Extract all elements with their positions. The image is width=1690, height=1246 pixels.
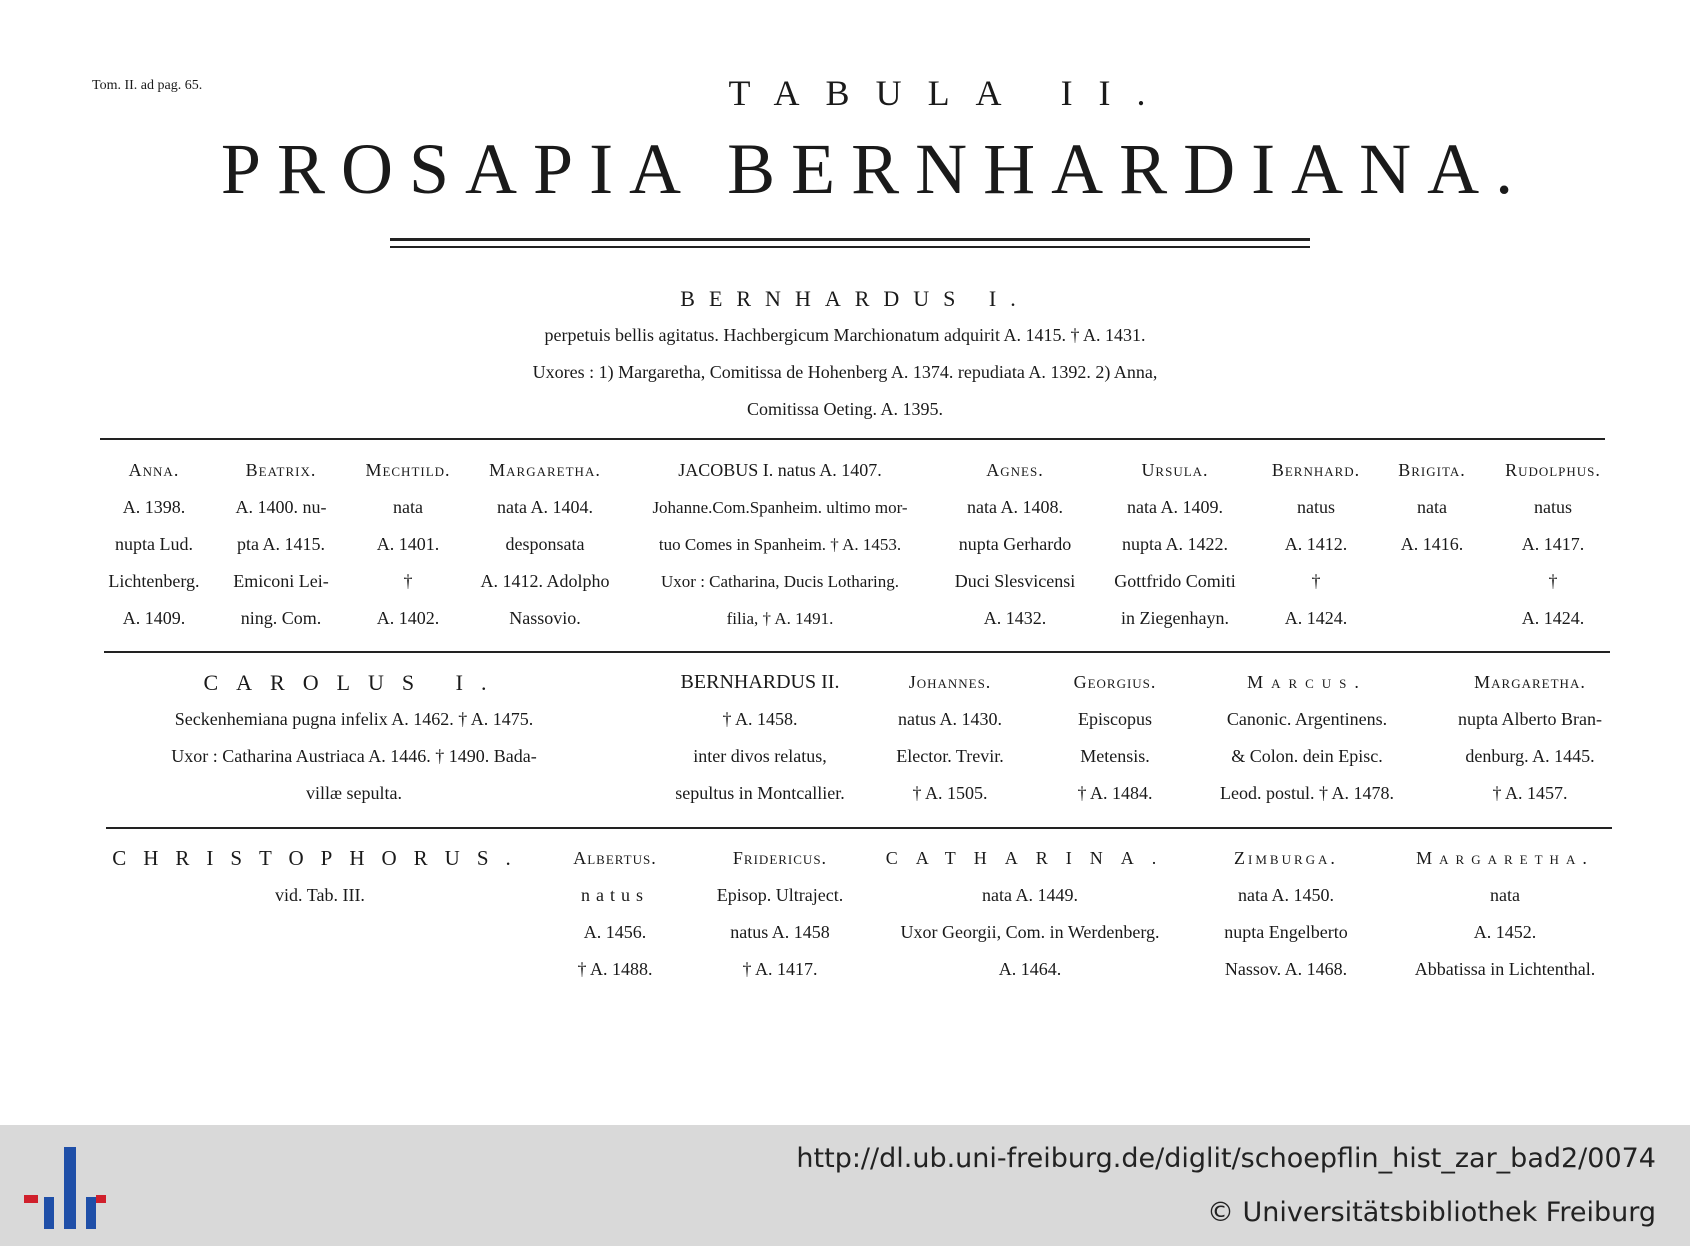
library-logo-icon — [22, 1145, 106, 1233]
person-line: tuo Comes in Spanheim. † A. 1453. — [658, 535, 902, 554]
person-name: Agnes. — [986, 460, 1044, 480]
person-line: A. 1432. — [983, 608, 1047, 628]
person-name: Margaretha. — [489, 460, 601, 480]
person-line: natus — [1534, 497, 1572, 517]
volume-reference: Tom. II. ad pag. 65. — [92, 78, 203, 93]
person-line: A. 1400. nu- — [235, 497, 327, 517]
person-line: nata — [393, 497, 423, 517]
person-line: Emiconi Lei- — [233, 571, 329, 591]
person-line: A. 1401. — [376, 534, 440, 554]
person-line: denburg. A. 1445. — [1465, 746, 1595, 766]
person-line: † — [403, 571, 413, 591]
person-line: A. 1416. — [1400, 534, 1464, 554]
person-line: Abbatissa in Lichtenthal. — [1414, 959, 1596, 979]
person-line: † A. 1484. — [1077, 783, 1153, 803]
person-line: † A. 1457. — [1492, 783, 1568, 803]
person-name: Marcus. — [1247, 672, 1367, 692]
person-line: filia, † A. 1491. — [726, 609, 834, 628]
person-name: Margaretha. — [1474, 672, 1586, 692]
person-line: in Ziegenhayn. — [1121, 608, 1229, 628]
person-name: Anna. — [128, 460, 180, 480]
person-name: Georgius. — [1073, 672, 1157, 692]
person-bernhardus-ii — [630, 664, 890, 812]
person-line: Seckenhemiana pugna infelix A. 1462. † A. 1475. — [174, 709, 534, 729]
person-line: Episop. Ultraject. — [716, 885, 844, 905]
person-line: Duci Slesvicensi — [954, 571, 1076, 591]
person-line: A. 1412. — [1284, 534, 1348, 554]
title-double-rule — [390, 238, 1310, 248]
person-name: Albertus. — [573, 848, 657, 868]
person-anna — [96, 452, 212, 637]
person-albertus — [550, 840, 680, 988]
person-line: Nassov. A. 1468. — [1224, 959, 1348, 979]
person-zimburga — [1206, 840, 1366, 988]
person-line: sepultus in Montcallier. — [675, 783, 845, 803]
person-name: Brigita. — [1398, 460, 1466, 480]
person-line: desponsata — [505, 534, 585, 554]
person-name: Johannes. — [908, 672, 992, 692]
person-christophorus — [100, 840, 540, 914]
person-line: A. 1456. — [583, 922, 647, 942]
person-fridericus — [700, 840, 860, 988]
person-mechtild — [350, 452, 466, 637]
person-line: A. 1412. Adolpho — [480, 571, 610, 591]
page-title: PROSAPIA BERNHARDIANA. — [220, 129, 1530, 209]
person-line: natus — [581, 885, 649, 905]
person-margaretha — [470, 452, 620, 637]
person-line: A. 1424. — [1521, 608, 1585, 628]
person-name: Zimburga. — [1234, 848, 1338, 868]
person-line: nupta Gerhardo — [958, 534, 1072, 554]
person-line: natus A. 1430. — [897, 709, 1002, 729]
person-ursula — [1100, 452, 1250, 637]
person-line: † A. 1417. — [742, 959, 818, 979]
person-line: nupta Lud. — [115, 534, 193, 554]
person-line: villæ sepulta. — [306, 783, 402, 803]
person-line: nata A. 1449. — [982, 885, 1078, 905]
person-line: pta A. 1415. — [237, 534, 325, 554]
person-name: Bernhard. — [1271, 460, 1361, 480]
person-line: † — [1311, 571, 1321, 591]
person-margaretha-2 — [1446, 664, 1614, 812]
person-bernhard — [1256, 452, 1376, 637]
person-line: Gottfrido Comiti — [1114, 571, 1236, 591]
person-line: Johanne.Com.Spanheim. ultimo mor- — [652, 498, 908, 517]
person-name: Fridericus. — [732, 848, 828, 868]
person-line: & Colon. dein Episc. — [1231, 746, 1383, 766]
root-line: perpetuis bellis agitatus. Hachbergicum Marchionatum adquirit A. 1415. † A. 1431. — [544, 325, 1146, 345]
person-name: Mechtild. — [365, 460, 451, 480]
footer-bar — [0, 1125, 1690, 1246]
person-line: A. 1452. — [1473, 922, 1537, 942]
person-catharina — [870, 840, 1190, 988]
generation-rule — [104, 651, 1610, 653]
person-line: ning. Com. — [240, 608, 322, 628]
person-line: † A. 1458. — [722, 709, 798, 729]
person-johannes — [880, 664, 1020, 812]
generation-rule — [106, 827, 1612, 829]
person-name: CAROLUS I. — [203, 670, 505, 695]
person-rudolphus — [1488, 452, 1618, 637]
root-line: Uxores : 1) Margaretha, Comitissa de Hohenberg A. 1374. repudiata A. 1392. 2) Anna, — [532, 362, 1158, 382]
person-line: A. 1409. — [122, 608, 186, 628]
person-line: Episcopus — [1078, 709, 1152, 729]
person-line: A. 1464. — [998, 959, 1062, 979]
person-line: nata — [1417, 497, 1447, 517]
person-line: Uxor : Catharina Austriaca A. 1446. † 1490. Bada- — [171, 746, 537, 766]
person-line: nata A. 1404. — [497, 497, 593, 517]
person-line: vid. Tab. III. — [275, 885, 365, 905]
person-name: Rudolphus. — [1505, 460, 1601, 480]
person-name: CHRISTOPHORUS. — [112, 846, 528, 870]
person-line: A. 1402. — [376, 608, 440, 628]
person-margaretha-3 — [1390, 840, 1620, 988]
person-line: Uxor : Catharina, Ducis Lotharing. — [661, 572, 899, 591]
person-line: natus A. 1458 — [730, 922, 830, 942]
person-line: nata A. 1408. — [967, 497, 1063, 517]
person-carolus-i — [104, 664, 604, 812]
person-line: nata A. 1450. — [1238, 885, 1334, 905]
root-line: Comitissa Oeting. A. 1395. — [746, 399, 943, 419]
person-line: Elector. Trevir. — [896, 746, 1004, 766]
person-name: Ursula. — [1141, 460, 1209, 480]
person-line: † A. 1505. — [912, 783, 988, 803]
person-line: nupta Engelberto — [1224, 922, 1348, 942]
person-brigita — [1382, 452, 1482, 563]
table-number: TABULA II. — [728, 73, 1172, 113]
root-name: BERNHARDUS I. — [680, 286, 1030, 311]
person-marcus — [1212, 664, 1402, 812]
person-line: † — [1548, 571, 1558, 591]
source-url[interactable]: http://dl.ub.uni-freiburg.de/diglit/schoepflin_hist_zar_bad2/0074 — [796, 1143, 1656, 1174]
person-line: A. 1424. — [1284, 608, 1348, 628]
person-line: Metensis. — [1080, 746, 1150, 766]
person-name: JACOBUS I. natus A. 1407. — [678, 460, 882, 480]
copyright-notice: © Universitätsbibliothek Freiburg — [1206, 1197, 1656, 1228]
person-jacobus-i — [630, 452, 930, 637]
person-line: natus — [1297, 497, 1335, 517]
root-entry-bernhardus-i — [0, 280, 1690, 428]
person-georgius — [1040, 664, 1190, 812]
person-line: † A. 1488. — [577, 959, 653, 979]
person-line: nata A. 1409. — [1127, 497, 1223, 517]
person-line: Nassovio. — [509, 608, 581, 628]
generation-rule — [100, 438, 1605, 440]
person-beatrix — [216, 452, 346, 637]
person-line: A. 1417. — [1521, 534, 1585, 554]
person-line: Canonic. Argentinens. — [1226, 709, 1388, 729]
person-name: CATHARINA. — [885, 848, 1175, 868]
person-name: BERNHARDUS II. — [680, 671, 840, 693]
person-name: Margaretha. — [1416, 848, 1594, 868]
person-line: inter divos relatus, — [693, 746, 827, 766]
person-line: nata — [1490, 885, 1520, 905]
person-line: Lichtenberg. — [108, 571, 200, 591]
person-line: nupta A. 1422. — [1122, 534, 1228, 554]
person-line: Leod. postul. † A. 1478. — [1220, 783, 1394, 803]
person-agnes — [940, 452, 1090, 637]
person-line: A. 1398. — [122, 497, 186, 517]
person-line: Uxor Georgii, Com. in Werdenberg. — [900, 922, 1160, 942]
person-name: Beatrix. — [245, 460, 317, 480]
person-line: nupta Alberto Bran- — [1458, 709, 1602, 729]
